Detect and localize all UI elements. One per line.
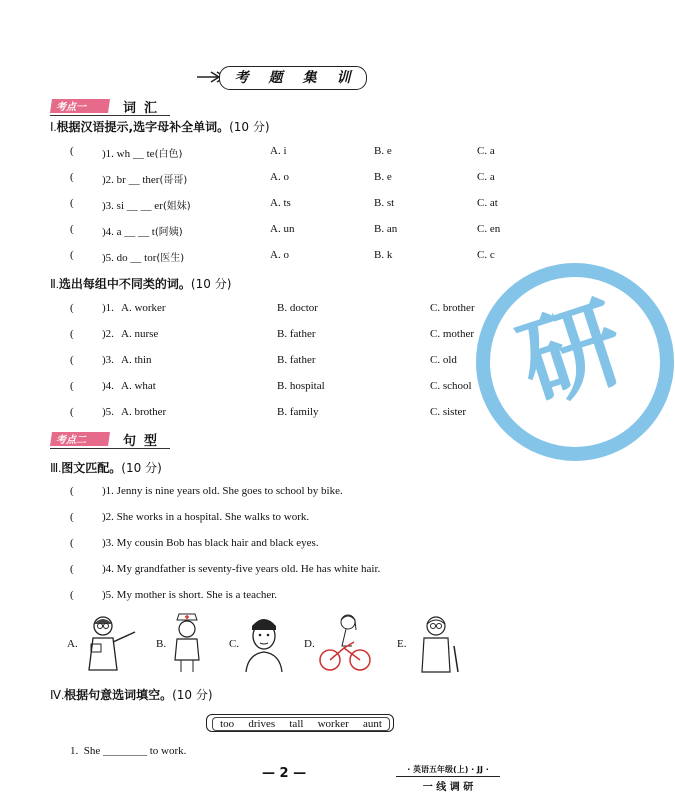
option-b: B. k xyxy=(374,249,393,261)
list-item: ( xyxy=(70,354,74,366)
item-number: )3. xyxy=(102,354,114,366)
option-c: C. c xyxy=(477,249,495,261)
option-c: C. en xyxy=(477,223,501,235)
section-tab-icon xyxy=(50,99,110,113)
watermark-char: 研 xyxy=(506,282,638,425)
option-a: A. what xyxy=(121,380,156,392)
section-tab-icon xyxy=(50,432,110,446)
sentence: )2. She works in a hospital. She walks to work. xyxy=(102,511,310,523)
option-c: C. brother xyxy=(430,302,475,314)
option-a: A. o xyxy=(270,171,289,183)
header-char: 集 xyxy=(302,70,318,86)
list-item: ( xyxy=(70,589,74,601)
page-number: — 2 — xyxy=(262,766,307,781)
item-number: )4. xyxy=(102,380,114,392)
word-bank-word: worker xyxy=(317,718,349,730)
sentence: )3. My cousin Bob has black hair and black eyes. xyxy=(102,537,319,549)
sentence: )4. My grandfather is seventy-five years old. He has white hair. xyxy=(102,563,381,575)
header-char: 训 xyxy=(336,70,352,86)
option-a: A. i xyxy=(270,145,287,157)
section-heading-sentences xyxy=(50,430,180,450)
option-b: B. st xyxy=(374,197,395,209)
item-number: )1. xyxy=(102,302,114,314)
list-item: ( xyxy=(70,197,74,209)
list-item: )5. do __ tor(医生) xyxy=(102,252,185,264)
list-item: )1. wh __ te(白色) xyxy=(102,148,183,160)
option-b: B. father xyxy=(277,354,316,366)
section-title: 词汇 xyxy=(123,101,166,116)
picture-letter: A. xyxy=(67,638,78,650)
sentence: )1. Jenny is nine years old. She goes to school by bike. xyxy=(102,485,343,497)
list-item: )4. a __ __ t(阿姨) xyxy=(102,226,183,238)
footer-book-info: · 英语五年级(上) · JJ · 一 线 调 研 xyxy=(392,764,504,793)
option-b: B. doctor xyxy=(277,302,318,314)
option-c: C. a xyxy=(477,171,495,183)
option-c: C. a xyxy=(477,145,495,157)
list-item: ( xyxy=(70,171,74,183)
page-header xyxy=(197,66,365,88)
picture-letter: B. xyxy=(156,638,167,650)
list-item: ( xyxy=(70,328,74,340)
word-bank-word: tall xyxy=(289,718,304,730)
option-b: B. hospital xyxy=(277,380,325,392)
list-item: ( xyxy=(70,145,74,157)
list-item: ( xyxy=(70,223,74,235)
list-item: ( xyxy=(70,406,74,418)
young-man-picture xyxy=(242,614,286,674)
option-a: A. nurse xyxy=(121,328,159,340)
header-char: 考 xyxy=(234,70,250,86)
watermark-seal xyxy=(475,262,675,462)
option-a: A. o xyxy=(270,249,289,261)
option-c: C. old xyxy=(430,354,457,366)
option-c: C. sister xyxy=(430,406,467,418)
nurse-picture xyxy=(169,612,205,674)
list-item: ( xyxy=(70,511,74,523)
word-bank xyxy=(206,714,394,732)
list-item: ( xyxy=(70,485,74,497)
part4-instruction: Ⅳ.根据句意选词填空。(10 分) xyxy=(50,688,213,702)
list-item: )2. br __ ther(哥哥) xyxy=(102,174,188,186)
section-tab-label: 考点一 xyxy=(56,102,86,113)
item-number: )2. xyxy=(102,328,114,340)
section-heading-vocab xyxy=(50,97,180,117)
section-tab-label: 考点二 xyxy=(56,435,86,446)
option-c: C. school xyxy=(430,380,472,392)
old-man-picture xyxy=(414,612,464,674)
picture-letter: D. xyxy=(304,638,315,650)
word-bank-word: drives xyxy=(248,718,276,730)
list-item: ( xyxy=(70,380,74,392)
fill-blank-item: 1. She ________ to work. xyxy=(70,745,187,757)
option-a: A. brother xyxy=(121,406,167,418)
list-item: ( xyxy=(70,302,74,314)
header-char: 题 xyxy=(268,70,284,86)
option-c: C. mother xyxy=(430,328,474,340)
option-c: C. at xyxy=(477,197,498,209)
list-item: ( xyxy=(70,249,74,261)
section-title: 句型 xyxy=(123,434,166,449)
option-b: B. e xyxy=(374,145,392,157)
option-a: A. un xyxy=(270,223,295,235)
item-number: )5. xyxy=(102,406,114,418)
option-b: B. an xyxy=(374,223,398,235)
option-b: B. family xyxy=(277,406,319,418)
picture-letter: C. xyxy=(229,638,240,650)
option-a: A. thin xyxy=(121,354,152,366)
answer-blank[interactable]: ________ xyxy=(103,745,147,757)
list-item: ( xyxy=(70,563,74,575)
list-item: )3. si __ __ er(姐妹) xyxy=(102,200,191,212)
picture-letter: E. xyxy=(397,638,407,650)
option-a: A. ts xyxy=(270,197,291,209)
option-a: A. worker xyxy=(121,302,166,314)
part2-instruction: Ⅱ.选出每组中不同类的词。(10 分) xyxy=(50,277,232,291)
sentence: )5. My mother is short. She is a teacher. xyxy=(102,589,278,601)
teacher-picture xyxy=(83,612,139,674)
part3-instruction: Ⅲ.图文匹配。(10 分) xyxy=(50,461,162,475)
girl-on-bike-picture xyxy=(318,612,372,674)
option-b: B. father xyxy=(277,328,316,340)
option-b: B. e xyxy=(374,171,392,183)
header-title xyxy=(225,67,361,87)
part1-instruction: Ⅰ.根据汉语提示,选字母补全单词。(10 分) xyxy=(50,120,270,134)
word-bank-word: aunt xyxy=(362,718,382,730)
word-bank-word: too xyxy=(220,718,235,730)
list-item: ( xyxy=(70,537,74,549)
